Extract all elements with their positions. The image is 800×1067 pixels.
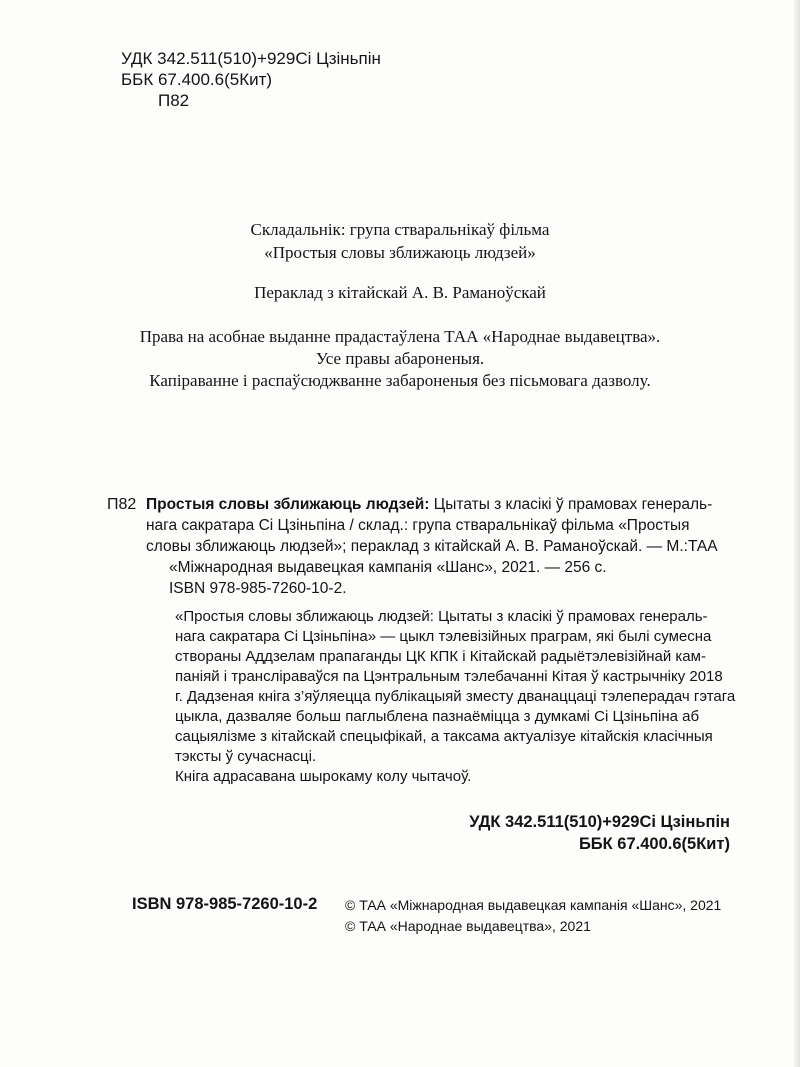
- annotation-line: тэксты ў сучаснасці.: [175, 748, 317, 765]
- annotation-line: г. Дадзеная кніга з’яўляецца публікацыяй зместу дванаццаці тэлеперадач гэтага: [175, 688, 736, 705]
- biblio-line-1: [146, 494, 736, 515]
- translator-credit: Пераклад з кітайскай А. В. Раманоўскай: [254, 283, 546, 302]
- annotation-line: створаны Аддзелам прапаганды ЦК КПК і Кітайскай радыётэлевізійнай кам-: [175, 648, 706, 665]
- annotation-line: цыкла, дазваляе больш паглыблена пазнаёміцца з думкамі Сі Цзіньпіна аб: [175, 708, 700, 725]
- top-classification: [121, 48, 381, 111]
- cutter-mark: П82: [158, 91, 190, 110]
- rights-notice: [60, 326, 740, 392]
- biblio-isbn: ISBN 978-985-7260-10-2.: [169, 580, 347, 597]
- isbn-footer: ISBN 978-985-7260-10-2: [132, 895, 318, 913]
- annotation-line: паніяй і трансліраваўся па Цэнтральным тэлебачанні Кітая ў кастрычніку 2018: [175, 668, 723, 685]
- page-edge-shadow: [794, 0, 800, 1067]
- annotation: [175, 607, 735, 787]
- biblio-line-4: «Міжнародная выдавецкая кампанія «Шанс», 2021. — 256 с.: [169, 559, 607, 576]
- compiler-line-2: «Простыя словы зближаюць людзей»: [264, 243, 536, 262]
- annotation-line: «Простыя словы зближаюць людзей: Цытаты з класікі ў прамовах генераль-: [175, 608, 708, 625]
- bibliographic-record: [107, 494, 736, 599]
- rights-line-1: Права на асобнае выданне прадастаўлена ТАА «Народнае выдавецтва».: [139, 327, 661, 346]
- biblio-subtitle: Цытаты з класікі ў прамовах генераль-: [429, 496, 713, 513]
- bottom-classification: [460, 811, 730, 855]
- annotation-line: нага сакратара Сі Цзіньпіна» — цыкл тэлевізійных праграм, які былі сумесна: [175, 628, 712, 645]
- annotation-line: Кніга адрасавана шырокаму колу чытачоў.: [175, 768, 472, 785]
- rights-line-2: Усе правы абароненыя.: [315, 349, 485, 368]
- copyright-notice: [345, 895, 721, 937]
- compiler-credits: [100, 218, 700, 264]
- biblio-title: Простыя словы зближаюць людзей:: [146, 496, 430, 513]
- annotation-line: сацыялізме з кітайскай спецыфікай, а таксама актуалізуе кітайскія класічныя: [175, 728, 713, 745]
- biblio-line-2: нага сакратара Сі Цзіньпіна / склад.: група стваральнікаў фільма «Простыя: [146, 517, 690, 534]
- copyright-line-1: © ТАА «Міжнародная выдавецкая кампанія «Шанс», 2021: [345, 897, 722, 913]
- copyright-line-2: © ТАА «Народнае выдавецтва», 2021: [345, 918, 591, 934]
- biblio-cutter-mark: П82: [107, 496, 137, 513]
- compiler-line-1: Складальнік: група стваральнікаў фільма: [250, 220, 550, 239]
- rights-line-3: Капіраванне і распаўсюджванне забароненыя без пісьмовага дазволу.: [149, 371, 651, 390]
- bottom-udk-code: УДК 342.511(510)+929Сі Цзіньпін: [469, 813, 730, 831]
- bottom-bbk-code: ББК 67.400.6(5Кит): [578, 835, 730, 853]
- bbk-code: ББК 67.400.6(5Кит): [121, 70, 273, 89]
- biblio-line-3: словы зближаюць людзей»; пераклад з кітайскай А. В. Раманоўскай. — М.:ТАА: [146, 538, 718, 555]
- udk-code: УДК 342.511(510)+929Сі Цзіньпін: [121, 49, 381, 68]
